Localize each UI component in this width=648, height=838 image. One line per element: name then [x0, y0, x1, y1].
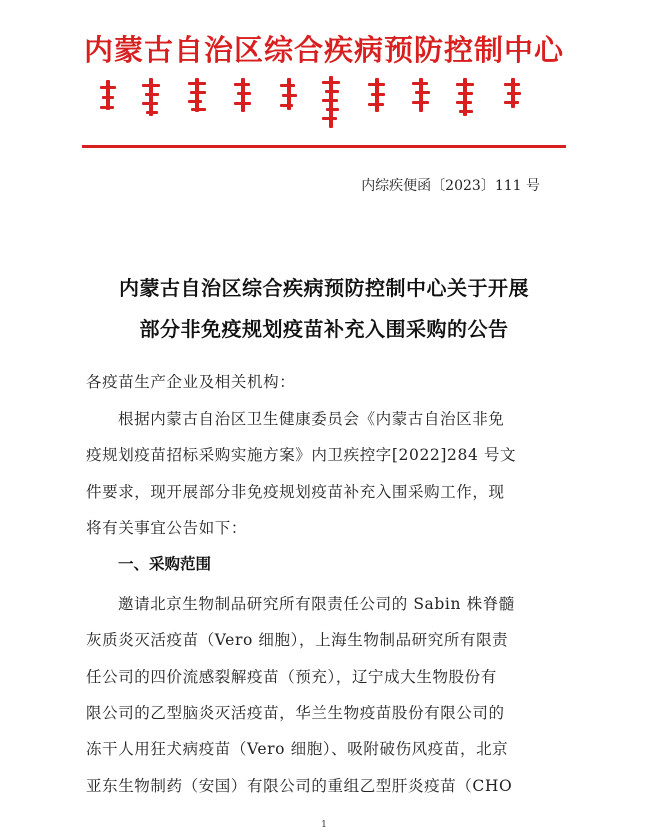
mongolian-word-8	[412, 78, 430, 112]
mongolian-word-1	[100, 80, 116, 110]
document-number: 内综疾便函〔2023〕111 号	[361, 178, 540, 194]
mongolian-word-4	[234, 78, 251, 112]
mongolian-word-6	[322, 76, 340, 128]
mongolian-word-10	[504, 78, 521, 108]
section-1-line-5: 冻干人用狂犬病疫苗（Vero 细胞）、吸附破伤风疫苗，北京	[86, 740, 509, 758]
intro-line-4: 将有关事宜公告如下：	[86, 519, 248, 537]
organization-header: 内蒙古自治区综合疾病预防控制中心	[83, 33, 564, 67]
mongolian-word-2	[142, 78, 160, 116]
section-1-line-1: 邀请北京生物制品研究所有限责任公司的 Sabin 株脊髓	[118, 595, 515, 613]
document-title-line-2: 部分非免疫规划疫苗补充入围采购的公告	[139, 317, 509, 341]
mongolian-script-logo	[100, 72, 540, 134]
intro-line-3: 件要求，现开展部分非免疫规划疫苗补充入围采购工作，现	[86, 483, 505, 501]
salutation: 各疫苗生产企业及相关机构：	[86, 373, 296, 391]
section-1-heading: 一、采购范围	[118, 555, 212, 573]
section-1-line-3: 任公司的四价流感裂解疫苗（预充），辽宁成大生物股份有	[86, 668, 497, 686]
section-1-line-4: 限公司的乙型脑炎灭活疫苗，华兰生物疫苗股份有限公司的	[86, 704, 505, 722]
header-divider-line	[82, 145, 566, 148]
mongolian-word-5	[280, 78, 297, 110]
document-title-line-1: 内蒙古自治区综合疾病预防控制中心关于开展	[119, 276, 529, 300]
section-1-line-2: 灰质炎灭活疫苗（Vero 细胞），上海生物制品研究所有限责	[86, 631, 509, 649]
intro-line-1: 根据内蒙古自治区卫生健康委员会《内蒙古自治区非免	[118, 410, 505, 428]
mongolian-word-9	[456, 78, 474, 116]
mongolian-word-7	[368, 78, 385, 112]
section-1-line-6: 亚东生物制药（安国）有限公司的重组乙型肝炎疫苗（CHO	[86, 777, 513, 795]
page-number: 1	[321, 820, 327, 830]
intro-line-2: 疫规划疫苗招标采购实施方案》内卫疾控字[2022]284 号文	[86, 446, 517, 464]
mongolian-word-3	[188, 78, 206, 112]
